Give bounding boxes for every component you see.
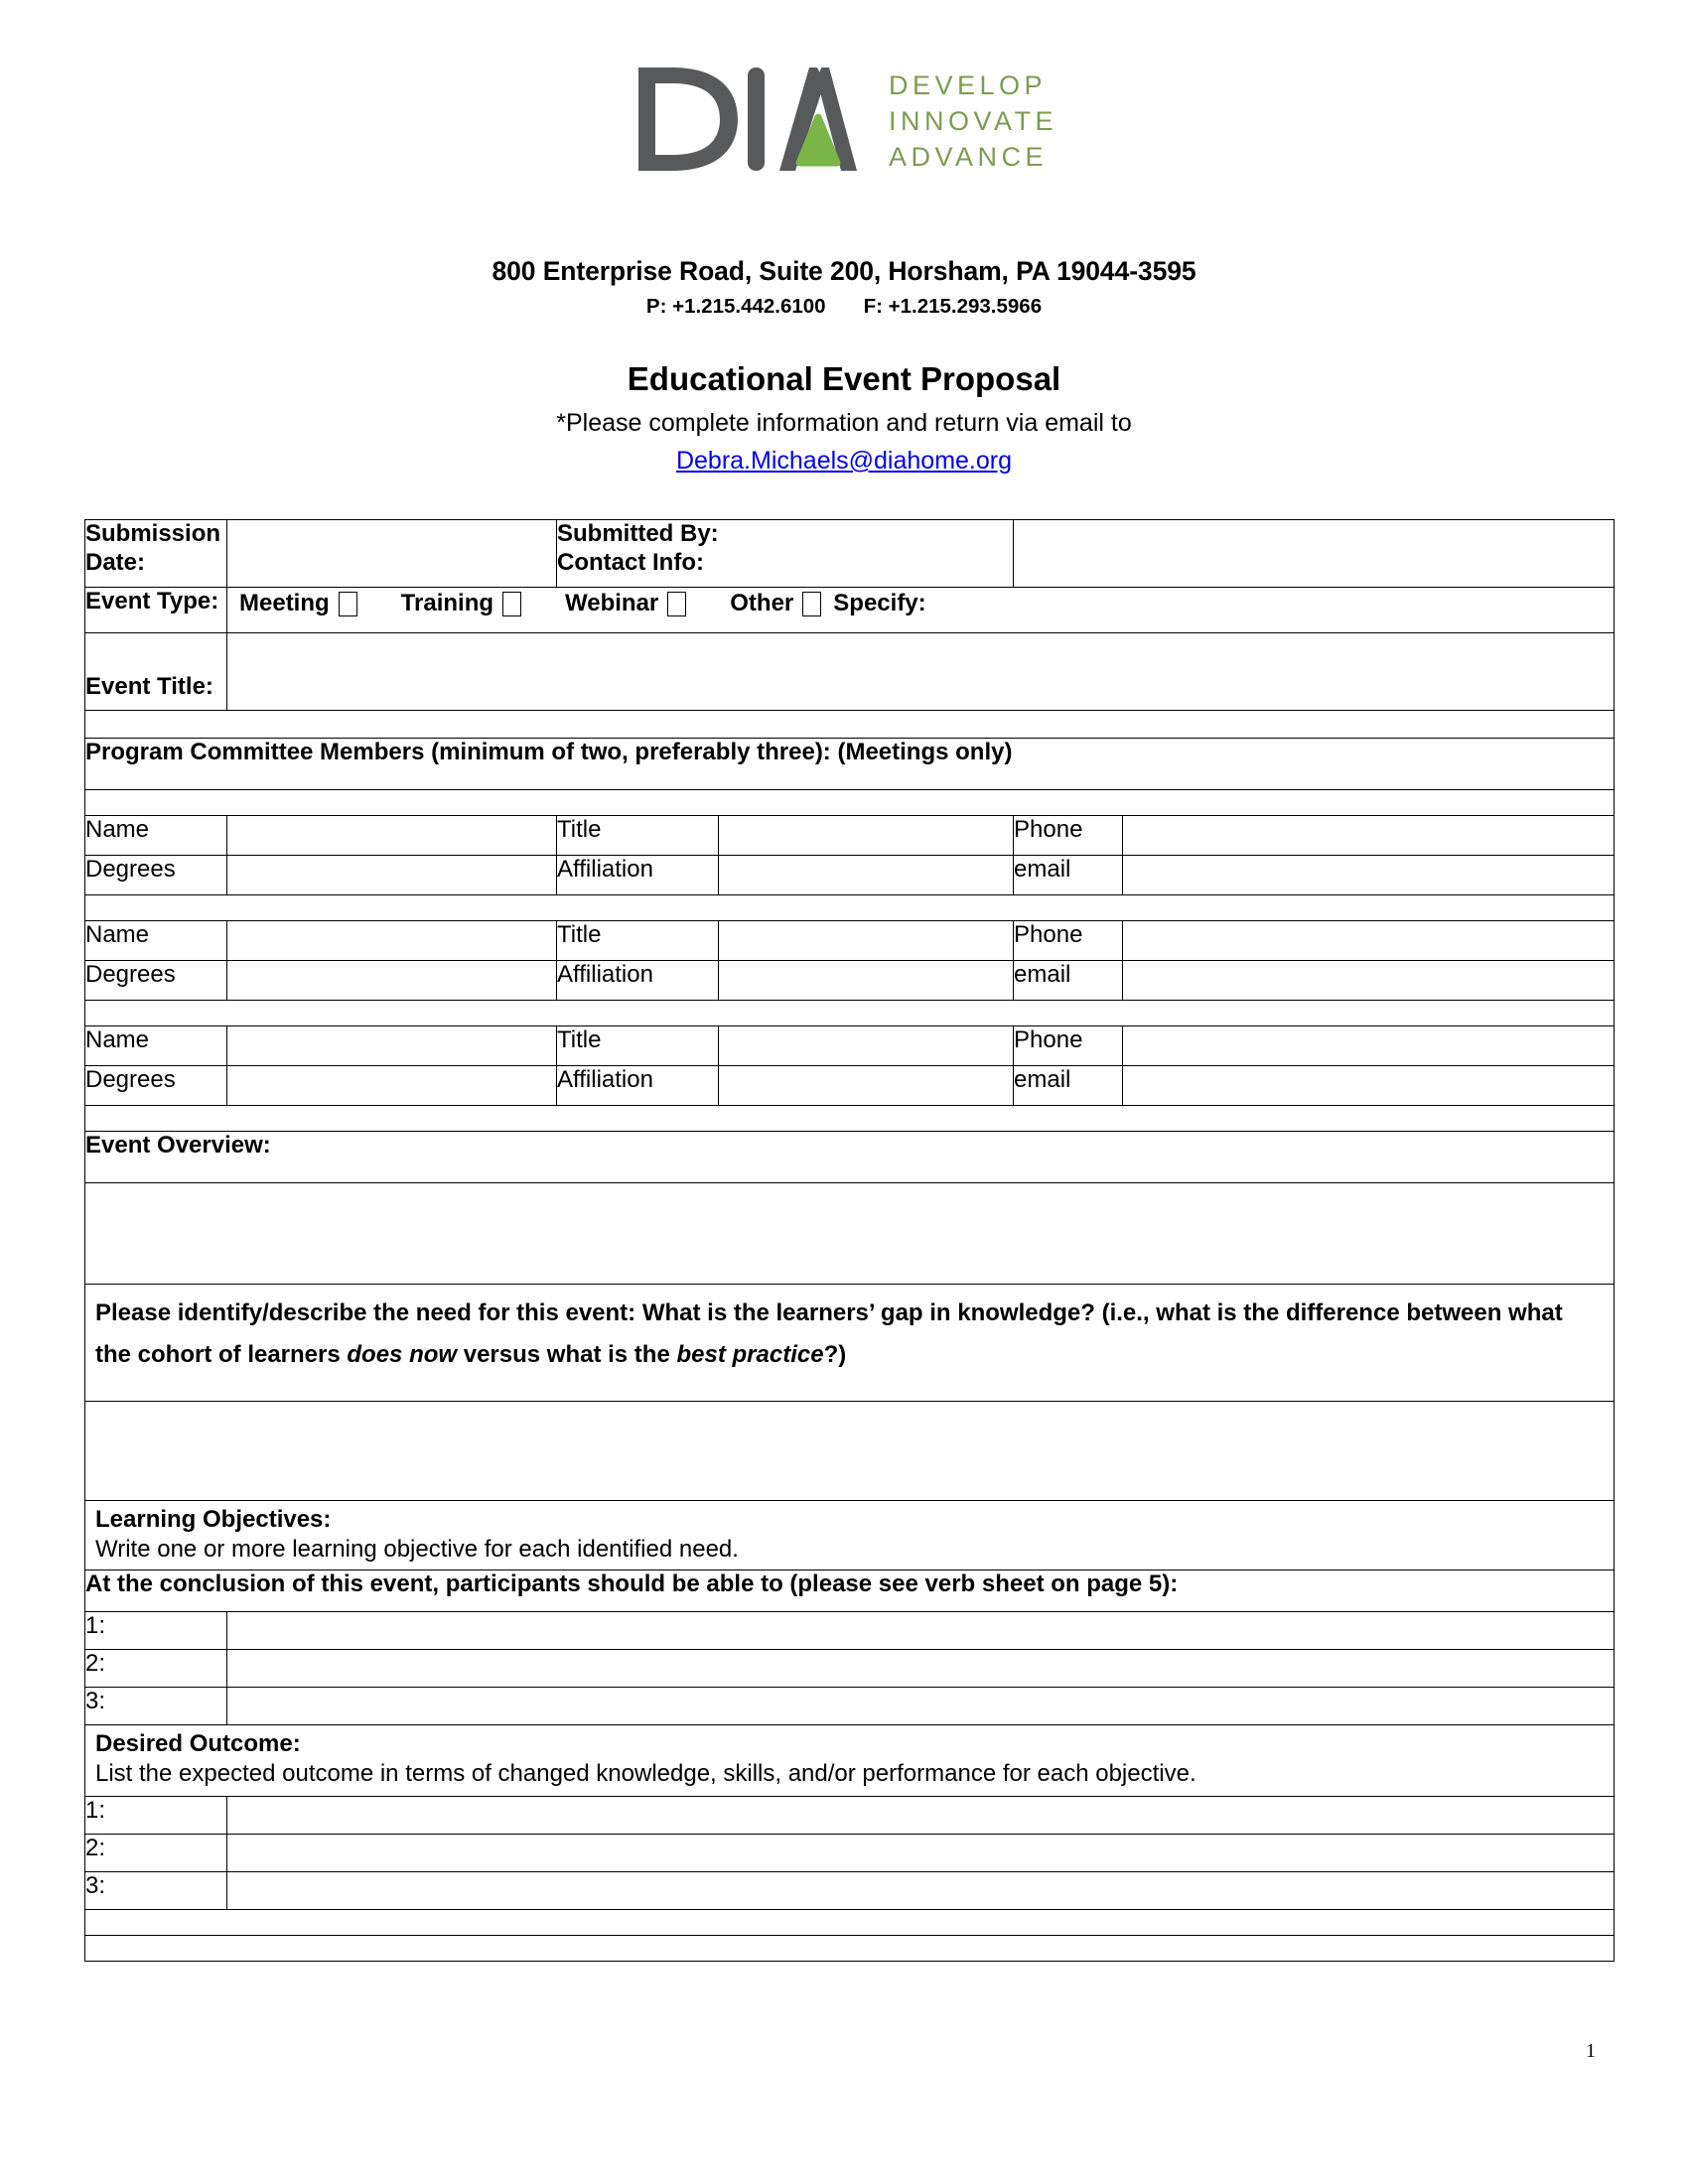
event-type-label: Event Type: <box>85 588 227 633</box>
member-1-email-field[interactable] <box>1123 856 1615 895</box>
outcome-3-field[interactable] <box>227 1872 1615 1910</box>
spacer-cell <box>85 1106 1615 1132</box>
event-overview-heading-row <box>85 1132 1615 1183</box>
objective-2-number: 2: <box>85 1650 227 1688</box>
member-1-degrees-field[interactable] <box>227 856 557 895</box>
member-3-title-field[interactable] <box>719 1026 1014 1066</box>
need-prompt-part2: versus what is the <box>457 1341 677 1368</box>
member-1-affiliation-label: Affiliation <box>557 856 719 895</box>
page-title: Educational Event Proposal <box>627 360 1061 397</box>
event-overview-field[interactable] <box>85 1183 1615 1285</box>
event-overview-input-row <box>85 1183 1615 1285</box>
table-row <box>85 961 1615 1001</box>
outcome-2-field[interactable] <box>227 1835 1615 1872</box>
event-type-option-training-label: Training <box>400 590 494 616</box>
table-row <box>85 921 1615 961</box>
learning-objectives-label: Learning Objectives: <box>95 1506 332 1533</box>
contact-numbers <box>0 295 1688 319</box>
member-2-affiliation-label: Affiliation <box>557 961 719 1001</box>
spacer-cell <box>85 1936 1615 1962</box>
checkbox-meeting[interactable] <box>339 592 357 616</box>
logo-tagline-develop: DEVELOP <box>888 69 1048 100</box>
need-prompt-em1: does now <box>347 1341 458 1368</box>
checkbox-webinar[interactable] <box>667 592 686 616</box>
member-3-degrees-label: Degrees <box>85 1066 227 1106</box>
event-type-option-other-label: Other <box>730 590 794 616</box>
event-type-option-webinar-label: Webinar <box>565 590 659 616</box>
submission-date-field[interactable] <box>227 520 557 588</box>
member-1-degrees-label: Degrees <box>85 856 227 895</box>
member-2-title-field[interactable] <box>719 921 1014 961</box>
member-1-name-label: Name <box>85 816 227 856</box>
member-3-phone-field[interactable] <box>1123 1026 1615 1066</box>
spacer-cell <box>85 790 1615 816</box>
logo-tagline-innovate: INNOVATE <box>888 105 1057 136</box>
need-prompt-em2: best practice <box>676 1341 824 1368</box>
event-type-option-meeting-label: Meeting <box>239 590 330 616</box>
need-prompt-part3: ?) <box>823 1341 847 1368</box>
need-prompt-part1: Please identify/describe the need for this event: What is the learners’ gap in knowledge? (i.e., what is the difference between what the cohort of learners <box>95 1299 1563 1368</box>
objective-3-number: 3: <box>85 1688 227 1725</box>
page-number: 1 <box>1586 2040 1596 2062</box>
outcome-1-number: 1: <box>85 1797 227 1835</box>
member-3-phone-label: Phone <box>1014 1026 1123 1066</box>
submitted-by-field[interactable] <box>1014 520 1615 588</box>
member-3-name-label: Name <box>85 1026 227 1066</box>
table-row <box>85 1066 1615 1106</box>
member-3-name-field[interactable] <box>227 1026 557 1066</box>
member-3-email-field[interactable] <box>1123 1066 1615 1106</box>
spacer-row-7 <box>85 1936 1615 1962</box>
member-1-title-label: Title <box>557 816 719 856</box>
objective-2-field[interactable] <box>227 1650 1615 1688</box>
spacer-row-6 <box>85 1910 1615 1936</box>
member-1-phone-label: Phone <box>1014 816 1123 856</box>
event-title-field[interactable] <box>227 633 1615 711</box>
spacer-cell <box>85 711 1615 739</box>
event-type-option-training[interactable] <box>401 590 521 618</box>
outcome-row-2 <box>85 1835 1615 1872</box>
member-2-name-field[interactable] <box>227 921 557 961</box>
fax-number: F: +1.215.293.5966 <box>863 295 1043 318</box>
event-type-options-cell <box>227 588 1615 633</box>
desired-outcome-heading-row <box>85 1725 1615 1797</box>
member-1-name-field[interactable] <box>227 816 557 856</box>
learning-objectives-sub: Write one or more learning objective for each identified need. <box>95 1536 739 1563</box>
spacer-row-1 <box>85 711 1615 739</box>
member-3-title-label: Title <box>557 1026 719 1066</box>
member-2-phone-field[interactable] <box>1123 921 1615 961</box>
spacer-row-3 <box>85 895 1615 921</box>
member-1-affiliation-field[interactable] <box>719 856 1014 895</box>
spacer-cell <box>85 895 1615 921</box>
logo-tagline-advance: ADVANCE <box>888 141 1049 172</box>
event-type-option-meeting[interactable] <box>239 590 357 618</box>
objective-3-field[interactable] <box>227 1688 1615 1725</box>
member-2-affiliation-field[interactable] <box>719 961 1014 1001</box>
member-1-email-label: email <box>1014 856 1123 895</box>
checkbox-other[interactable] <box>802 592 821 616</box>
member-3-affiliation-field[interactable] <box>719 1066 1014 1106</box>
desired-outcome-block <box>85 1725 1614 1792</box>
event-type-row <box>85 588 1615 633</box>
objective-row-2 <box>85 1650 1615 1688</box>
table-row <box>85 856 1615 895</box>
return-email-line <box>0 447 1688 476</box>
checkbox-training[interactable] <box>502 592 521 616</box>
phone-number: P: +1.215.442.6100 <box>645 295 826 318</box>
conclusion-line: At the conclusion of this event, participants should be able to (please see verb sheet on page 5): <box>85 1570 1615 1612</box>
spacer-cell <box>85 1910 1615 1936</box>
dia-wordmark-icon <box>631 60 859 179</box>
outcome-row-1 <box>85 1797 1615 1835</box>
member-2-degrees-field[interactable] <box>227 961 557 1001</box>
need-input-row <box>85 1402 1615 1501</box>
table-row <box>85 816 1615 856</box>
committee-heading-row <box>85 739 1615 790</box>
objective-1-field[interactable] <box>227 1612 1615 1650</box>
event-proposal-form <box>84 519 1615 1962</box>
learning-objectives-block <box>85 1501 1614 1568</box>
spacer-row-4 <box>85 1001 1615 1026</box>
member-2-name-label: Name <box>85 921 227 961</box>
table-row <box>85 1026 1615 1066</box>
member-2-degrees-label: Degrees <box>85 961 227 1001</box>
contact-info-label: Contact Info: <box>557 548 704 576</box>
member-3-degrees-field[interactable] <box>227 1066 557 1106</box>
conclusion-row <box>85 1570 1615 1612</box>
committee-heading: Program Committee Members (minimum of two, preferably three): (Meetings only) <box>85 739 1615 790</box>
need-prompt-cell <box>85 1285 1615 1402</box>
spacer-row-2 <box>85 790 1615 816</box>
event-title-label: Event Title: <box>85 633 227 711</box>
learning-objectives-heading-row <box>85 1501 1615 1570</box>
dia-logo <box>0 60 1688 179</box>
member-2-phone-label: Phone <box>1014 921 1123 961</box>
desired-outcome-label: Desired Outcome: <box>95 1730 301 1757</box>
learning-objectives-cell <box>85 1501 1615 1570</box>
member-2-email-field[interactable] <box>1123 961 1615 1001</box>
submitted-by-contact-label <box>557 520 1014 588</box>
member-1-phone-field[interactable] <box>1123 816 1615 856</box>
specify-label: Specify: <box>833 590 926 616</box>
spacer-row-5 <box>85 1106 1615 1132</box>
member-3-email-label: email <box>1014 1066 1123 1106</box>
need-prompt-text <box>85 1285 1614 1382</box>
need-field[interactable] <box>85 1402 1615 1501</box>
outcome-row-3 <box>85 1872 1615 1910</box>
event-type-option-webinar[interactable] <box>565 590 686 618</box>
member-1-title-field[interactable] <box>719 816 1014 856</box>
event-type-option-other[interactable] <box>730 590 821 618</box>
desired-outcome-sub: List the expected outcome in terms of changed knowledge, skills, and/or performance for each objective. <box>95 1760 1196 1787</box>
spacer-cell <box>85 1001 1615 1026</box>
objective-row-3 <box>85 1688 1615 1725</box>
outcome-2-number: 2: <box>85 1835 227 1872</box>
objective-1-number: 1: <box>85 1612 227 1650</box>
outcome-3-number: 3: <box>85 1872 227 1910</box>
objective-row-1 <box>85 1612 1615 1650</box>
submission-row <box>85 520 1615 588</box>
member-2-title-label: Title <box>557 921 719 961</box>
need-prompt-row <box>85 1285 1615 1402</box>
desired-outcome-cell <box>85 1725 1615 1797</box>
page-subtitle: *Please complete information and return via email to <box>556 409 1132 437</box>
event-overview-label: Event Overview: <box>85 1132 1615 1183</box>
member-3-affiliation-label: Affiliation <box>557 1066 719 1106</box>
contact-email-link[interactable]: Debra.Michaels@diahome.org <box>675 447 1013 475</box>
submitted-by-label: Submitted By: <box>557 520 719 547</box>
member-2-email-label: email <box>1014 961 1123 1001</box>
submission-date-label: Submission Date: <box>85 520 227 588</box>
event-title-row <box>85 633 1615 711</box>
outcome-1-field[interactable] <box>227 1797 1615 1835</box>
company-address: 800 Enterprise Road, Suite 200, Horsham, PA 19044-3595 <box>492 256 1196 286</box>
